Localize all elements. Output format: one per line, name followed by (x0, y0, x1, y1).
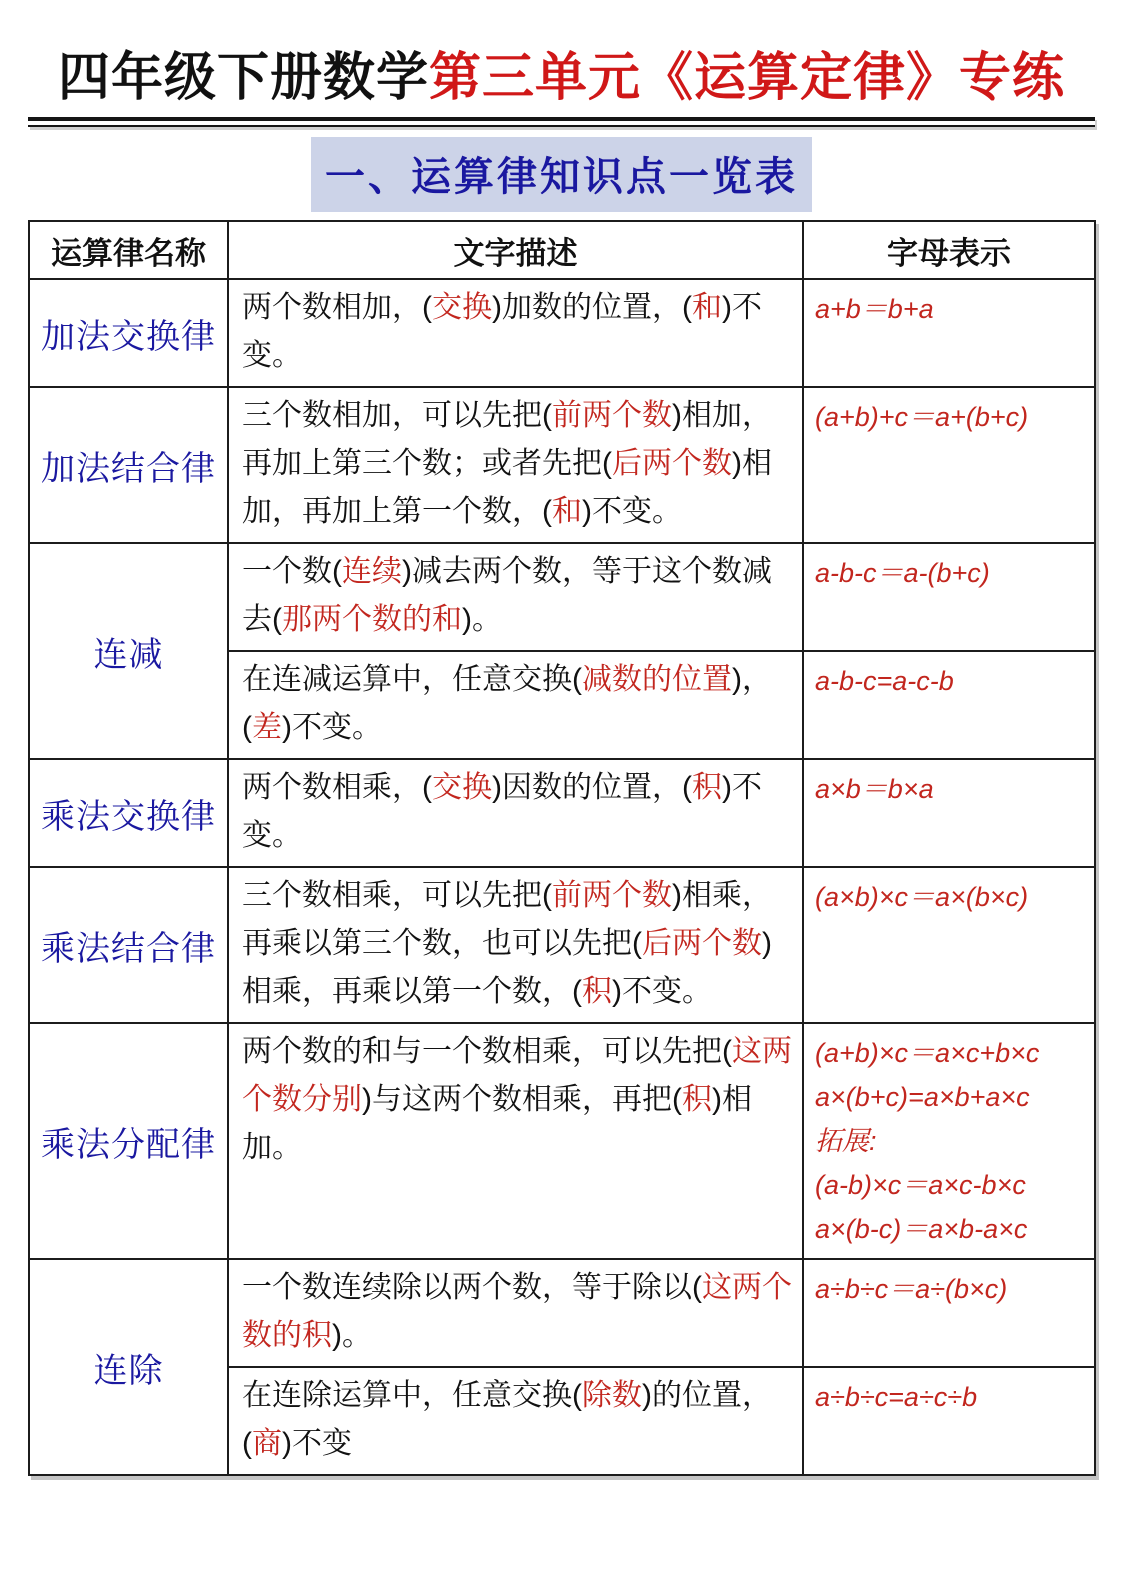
law-name-cell: 乘法分配律 (29, 1023, 228, 1259)
table-row (29, 279, 1095, 387)
law-formula-cell (803, 1259, 1095, 1367)
description-keyword-red: 这两个数分别 (242, 1035, 792, 1116)
law-formula-cell (803, 759, 1095, 867)
formula-line: (a+b)+c＝a+(b+c) (815, 402, 1029, 432)
description-keyword-red: 积 (681, 1083, 712, 1116)
description-text: )不变。 (242, 771, 762, 852)
description-keyword-red: 和 (691, 291, 722, 324)
description-text: 一个数( (242, 555, 342, 588)
table-header (29, 221, 1095, 279)
law-description-cell (228, 867, 803, 1023)
description-text: )相加，再加上第一个数，( (242, 447, 772, 528)
table-row (29, 867, 1095, 1023)
description-text: )相乘，再乘以第一个数，( (242, 927, 772, 1008)
section-heading: 一、运算律知识点一览表 (311, 137, 812, 212)
law-name-cell: 加法交换律 (29, 279, 228, 387)
description-keyword-red: 后两个数 (642, 927, 762, 960)
description-text: 两个数相加，( (242, 291, 432, 324)
formula-line: (a×b)×c＝a×(b×c) (815, 882, 1029, 912)
law-description-cell (228, 543, 803, 651)
laws-table-body (29, 279, 1095, 1475)
description-text: )，( (242, 663, 772, 744)
title-double-underline (28, 117, 1095, 127)
description-keyword-red: 差 (252, 711, 282, 744)
header-letter-representation: 字母表示 (803, 221, 1095, 279)
formula-line: 拓展: (815, 1126, 877, 1156)
law-name-cell: 乘法结合律 (29, 867, 228, 1023)
header-law-name: 运算律名称 (29, 221, 228, 279)
formula-line: a÷b÷c=a÷c÷b (815, 1382, 978, 1412)
description-text: )与这两个数相乘，再把( (362, 1083, 682, 1116)
law-name-cell: 连减 (29, 543, 228, 759)
description-text: )不变 (282, 1427, 352, 1460)
description-text: )不变。 (282, 711, 382, 744)
table-header-row (29, 221, 1095, 279)
description-keyword-red: 前两个数 (552, 879, 672, 912)
law-formula-cell (803, 543, 1095, 651)
description-text: 两个数的和与一个数相乘，可以先把( (242, 1035, 732, 1068)
description-keyword-red: 减数的位置 (582, 663, 732, 696)
description-keyword-red: 交换 (432, 771, 492, 804)
description-text: )减去两个数，等于这个数减去( (242, 555, 772, 636)
law-formula-cell (803, 387, 1095, 543)
description-keyword-red: 积 (691, 771, 722, 804)
law-name-cell: 加法结合律 (29, 387, 228, 543)
formula-line: a-b-c＝a-(b+c) (815, 558, 990, 588)
formula-line: a×b＝b×a (815, 774, 934, 804)
description-keyword-red: 商 (252, 1427, 282, 1460)
law-formula-cell (803, 1023, 1095, 1259)
description-keyword-red: 除数 (582, 1379, 642, 1412)
law-description-cell (228, 1367, 803, 1475)
description-keyword-red: 前两个数 (552, 399, 672, 432)
description-text: 一个数连续除以两个数，等于除以( (242, 1271, 702, 1304)
table-row (29, 1023, 1095, 1259)
law-description-cell (228, 651, 803, 759)
description-text: )的位置，( (242, 1379, 772, 1460)
formula-line: (a+b)×c＝a×c+b×c (815, 1038, 1040, 1068)
formula-line: a÷b÷c＝a÷(b×c) (815, 1274, 1008, 1304)
description-text: )加数的位置，( (492, 291, 692, 324)
formula-line: a+b＝b+a (815, 294, 934, 324)
description-keyword-red: 积 (582, 975, 612, 1008)
description-text: )不变。 (242, 291, 762, 372)
table-row (29, 543, 1095, 651)
formula-line: (a-b)×c＝a×c-b×c (815, 1170, 1026, 1200)
description-text: 三个数相加，可以先把( (242, 399, 552, 432)
description-keyword-red: 连续 (342, 555, 402, 588)
operation-laws-table (28, 220, 1096, 1476)
header-text-description: 文字描述 (228, 221, 803, 279)
description-text: 在连减运算中，任意交换( (242, 663, 582, 696)
table-row (29, 759, 1095, 867)
description-text: )。 (332, 1319, 372, 1352)
table-row (29, 387, 1095, 543)
law-formula-cell (803, 867, 1095, 1023)
description-keyword-red: 这两个数的积 (242, 1271, 792, 1352)
law-formula-cell (803, 1367, 1095, 1475)
description-text: )相加。 (242, 1083, 752, 1164)
law-name-cell: 连除 (29, 1259, 228, 1475)
law-description-cell (228, 1023, 803, 1259)
description-text: )。 (462, 603, 502, 636)
page-title (28, 46, 1095, 111)
formula-line: a×(b-c)＝a×b-a×c (815, 1214, 1028, 1244)
formula-line: a×(b+c)=a×b+a×c (815, 1082, 1030, 1112)
law-description-cell (228, 387, 803, 543)
page-title-black-segment: 四年级下册数学 (57, 49, 429, 107)
description-text: )不变。 (582, 495, 682, 528)
description-text: 两个数相乘，( (242, 771, 432, 804)
section-heading-row (28, 137, 1095, 212)
law-description-cell (228, 1259, 803, 1367)
description-text: )相加，再加上第三个数；或者先把( (242, 399, 772, 480)
table-row (29, 1259, 1095, 1367)
description-text: )因数的位置，( (492, 771, 692, 804)
formula-line: a-b-c=a-c-b (815, 666, 954, 696)
description-text: )相乘，再乘以第三个数，也可以先把( (242, 879, 772, 960)
description-text: 在连除运算中，任意交换( (242, 1379, 582, 1412)
description-keyword-red: 后两个数 (612, 447, 732, 480)
description-text: 三个数相乘，可以先把( (242, 879, 552, 912)
description-keyword-red: 和 (552, 495, 582, 528)
law-name-cell: 乘法交换律 (29, 759, 228, 867)
description-keyword-red: 那两个数的和 (282, 603, 462, 636)
law-description-cell (228, 279, 803, 387)
page-title-red-segment: 第三单元《运算定律》专练 (429, 49, 1066, 107)
law-description-cell (228, 759, 803, 867)
law-formula-cell (803, 279, 1095, 387)
description-keyword-red: 交换 (432, 291, 492, 324)
law-formula-cell (803, 651, 1095, 759)
description-text: )不变。 (612, 975, 712, 1008)
